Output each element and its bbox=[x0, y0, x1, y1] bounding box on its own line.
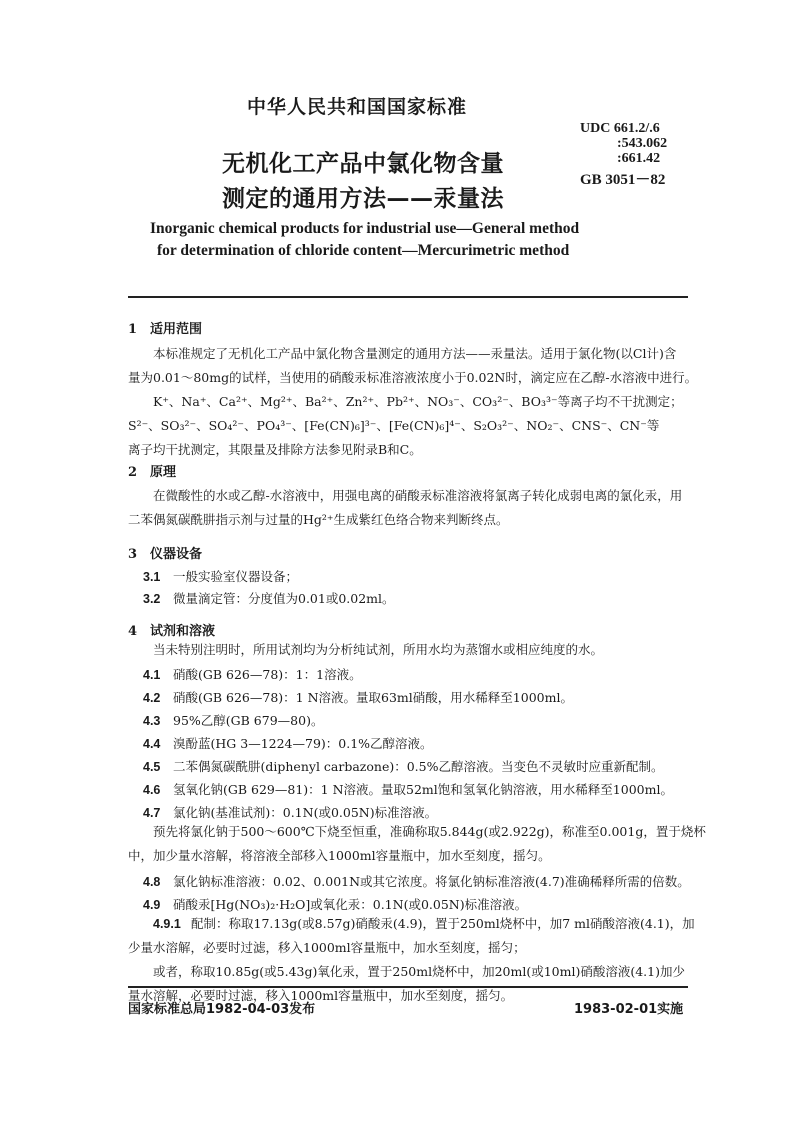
item-text: 二苯偶氮碳酰肼(diphenyl carbazone)：0.5%乙醇溶液。当变色不灵敏时应重新配制。 bbox=[173, 759, 664, 774]
section-number: 1 bbox=[128, 322, 138, 337]
para-line: 二苯偶氮碳酰肼指示剂与过量的Hg²⁺生成紫红色络合物来判断终点。 bbox=[128, 512, 509, 527]
para-line: 或者，称取10.85g(或5.43g)氧化汞，置于250ml烧杯中，加20ml(或10ml)硝酸溶液(4.1)加少 bbox=[153, 964, 685, 979]
standard-label: 中华人民共和国国家标准 bbox=[247, 96, 468, 118]
issued-date: 国家标准总局1982-04-03发布 bbox=[128, 1002, 316, 1017]
item-number: 4.8 bbox=[143, 875, 161, 889]
item-4-8 bbox=[143, 872, 690, 890]
item-text: 氯化钠(基准试剂)：0.1N(或0.05N)标准溶液。 bbox=[173, 805, 438, 820]
section-number: 2 bbox=[128, 465, 138, 480]
item-text: 硝酸汞[Hg(NO₃)₂·H₂O]或氧化汞：0.1N(或0.05N)标准溶液。 bbox=[173, 897, 528, 912]
title-cn-line-2: 测定的通用方法——汞量法 bbox=[222, 186, 504, 212]
header-rule bbox=[128, 296, 688, 298]
item-number: 4.4 bbox=[143, 737, 161, 751]
section-4-heading bbox=[128, 620, 215, 639]
item-4-4 bbox=[143, 734, 433, 752]
item-4-7 bbox=[143, 803, 437, 821]
section-title: 试剂和溶液 bbox=[150, 624, 216, 639]
item-number: 4.6 bbox=[143, 783, 161, 797]
section-2-body bbox=[128, 484, 688, 532]
section-2-heading bbox=[128, 461, 176, 480]
item-text: 氢氧化钠(GB 629—81)：1 N溶液。量取52ml饱和氢氧化钠溶液，用水稀释至1000ml。 bbox=[173, 782, 673, 797]
item-4-1 bbox=[143, 665, 362, 683]
udc-line-2: :543.062 bbox=[617, 136, 668, 151]
title-cn-line-1: 无机化工产品中氯化物含量 bbox=[222, 151, 504, 177]
para-line: S²⁻、SO₃²⁻、SO₄²⁻、PO₄³⁻、[Fe(CN)₆]³⁻、[Fe(CN)₆]⁴⁻、S₂O₃²⁻、NO₂⁻、CNS⁻、CN⁻等 bbox=[128, 418, 660, 433]
item-4-3 bbox=[143, 711, 323, 729]
section-number: 4 bbox=[128, 624, 138, 639]
section-title: 适用范围 bbox=[150, 322, 203, 337]
udc-line-3: :661.42 bbox=[617, 151, 661, 166]
item-text: 溴酚蓝(HG 3—1224—79)：0.1%乙醇溶液。 bbox=[173, 736, 433, 751]
item-number: 3.2 bbox=[143, 592, 161, 606]
item-text: 95%乙醇(GB 679—80)。 bbox=[173, 713, 324, 728]
item-text: 一般实验室仪器设备； bbox=[173, 569, 299, 584]
para-line bbox=[128, 912, 695, 936]
item-4-7-paragraph bbox=[128, 820, 706, 868]
item-number: 4.9.1 bbox=[153, 917, 181, 931]
section-1-heading bbox=[128, 318, 202, 337]
item-number: 4.2 bbox=[143, 691, 161, 705]
udc-line-1: UDC 661.2/.6 bbox=[580, 121, 660, 136]
section-title: 原理 bbox=[150, 465, 177, 480]
para-line: 少量水溶解，必要时过滤，移入1000ml容量瓶中，加水至刻度，摇匀； bbox=[128, 940, 526, 955]
title-en-line-1: Inorganic chemical products for industrial use—General method bbox=[150, 220, 580, 237]
section-title: 仪器设备 bbox=[150, 547, 203, 562]
item-number: 4.7 bbox=[143, 806, 161, 820]
section-1-body bbox=[128, 342, 698, 462]
item-text: 硝酸(GB 626—78)：1 N溶液。量取63ml硝酸，用水稀释至1000ml。 bbox=[173, 690, 573, 705]
para-line: 量为0.01～80mg的试样，当使用的硝酸汞标准溶液浓度小于0.02N时，滴定应在乙醇-水溶液中进行。 bbox=[128, 370, 698, 385]
para-line: 在微酸性的水或乙醇-水溶液中，用强电离的硝酸汞标准溶液将氯离子转化成弱电离的氯化汞，用 bbox=[153, 488, 683, 503]
item-4-6 bbox=[143, 780, 673, 798]
item-text: 微量滴定管：分度值为0.01或0.02ml。 bbox=[173, 591, 395, 606]
item-4-2 bbox=[143, 688, 573, 706]
para-line: 本标准规定了无机化工产品中氯化物含量测定的通用方法——汞量法。适用于氯化物(以Cl计)含 bbox=[153, 346, 677, 361]
para-line: 离子均干扰测定，其限量及排除方法参见附录B和C。 bbox=[128, 442, 422, 457]
section-3-heading bbox=[128, 543, 202, 562]
para-line: 当未特别注明时，所用试剂均为分析纯试剂，所用水均为蒸馏水或相应纯度的水。 bbox=[153, 642, 604, 657]
item-4-9 bbox=[143, 895, 527, 913]
item-4-5 bbox=[143, 757, 664, 775]
section-4-intro bbox=[128, 638, 688, 662]
udc-code bbox=[580, 121, 667, 166]
item-number: 3.1 bbox=[143, 570, 161, 584]
item-number: 4.3 bbox=[143, 714, 161, 728]
item-3-1 bbox=[143, 567, 298, 585]
footer-rule bbox=[128, 986, 688, 988]
para-line: 预先将氯化钠于500～600℃下烧至恒重，准确称取5.844g(或2.922g)，称准至0.001g，置于烧杯 bbox=[153, 824, 706, 839]
item-text: 氯化钠标准溶液：0.02、0.001N或其它浓度。将氯化钠标准溶液(4.7)准确稀释所需的倍数。 bbox=[173, 874, 690, 889]
para-line: 量水溶解，必要时过滤，移入1000ml容量瓶中，加水至刻度，摇匀。 bbox=[128, 988, 514, 1003]
item-4-9-1 bbox=[128, 912, 695, 1008]
item-text: 硝酸(GB 626—78)：1：1溶液。 bbox=[173, 667, 362, 682]
section-number: 3 bbox=[128, 547, 138, 562]
para-line: 中，加少量水溶解，将溶液全部移入1000ml容量瓶中，加水至刻度，摇匀。 bbox=[128, 848, 551, 863]
item-number: 4.1 bbox=[143, 668, 161, 682]
item-number: 4.9 bbox=[143, 898, 161, 912]
gb-number: GB 3051－82 bbox=[580, 172, 666, 188]
effective-date: 1983-02-01实施 bbox=[574, 1002, 684, 1017]
item-text: 配制：称取17.13g(或8.57g)硝酸汞(4.9)，置于250ml烧杯中，加7 ml硝酸溶液(4.1)，加 bbox=[191, 916, 695, 931]
item-number: 4.5 bbox=[143, 760, 161, 774]
title-en-line-2: for determination of chloride content—Mercurimetric method bbox=[157, 242, 570, 259]
para-line: K⁺、Na⁺、Ca²⁺、Mg²⁺、Ba²⁺、Zn²⁺、Pb²⁺、NO₃⁻、CO₃²⁻、BO₃³⁻等离子均不干扰测定； bbox=[153, 394, 683, 409]
item-3-2 bbox=[143, 589, 395, 607]
